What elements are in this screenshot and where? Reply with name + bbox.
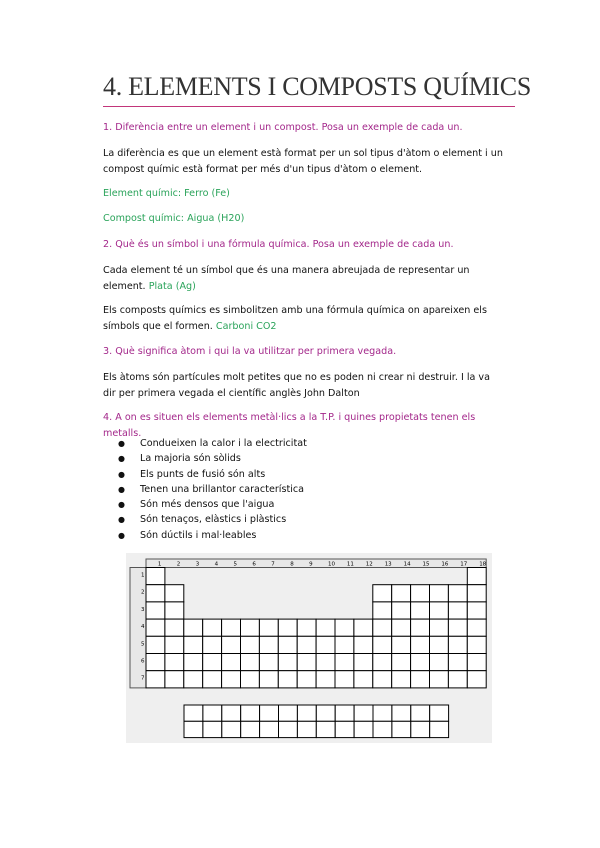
element-cell: [203, 636, 222, 653]
element-cell: [335, 636, 354, 653]
element-cell: [165, 585, 184, 602]
page-title: 4. ELEMENTS I COMPOSTS QUÍMICS: [103, 72, 515, 107]
f-block-cell: [354, 721, 373, 737]
element-cell: [335, 671, 354, 688]
element-cell: [222, 654, 241, 671]
element-cell: [448, 619, 467, 636]
element-cell: [354, 654, 373, 671]
group-label: 8: [290, 561, 294, 568]
period-label: 1: [141, 572, 145, 579]
f-block-cell: [241, 721, 260, 737]
element-cell: [297, 619, 316, 636]
element-cell: [448, 671, 467, 688]
element-cell: [373, 671, 392, 688]
question-2: 2. Què és un símbol i una fórmula química. Posa un exemple de cada un.: [103, 239, 454, 250]
question-3: 3. Què significa àtom i qui la va utilitzar per primera vegada.: [103, 346, 397, 357]
element-cell: [392, 619, 411, 636]
list-item: ● Són tenaços, elàstics i plàstics: [103, 512, 307, 527]
element-cell: [297, 654, 316, 671]
element-cell: [411, 602, 430, 619]
group-label: 18: [479, 561, 487, 568]
f-block-cell: [184, 705, 203, 721]
element-cell: [373, 654, 392, 671]
f-block-cell: [222, 705, 241, 721]
group-label: 12: [365, 561, 373, 568]
list-item: ● Tenen una brillantor característica: [103, 482, 307, 497]
f-block-cell: [430, 705, 449, 721]
element-cell: [184, 654, 203, 671]
element-cell: [297, 671, 316, 688]
element-cell: [392, 654, 411, 671]
element-cell: [316, 619, 335, 636]
element-cell: [259, 636, 278, 653]
group-label: 1: [157, 561, 162, 568]
element-cell: [146, 585, 165, 602]
element-cell: [335, 619, 354, 636]
group-label: 14: [403, 561, 411, 568]
element-cell: [259, 654, 278, 671]
element-cell: [448, 585, 467, 602]
list-item: ● La majoria són sòlids: [103, 451, 307, 466]
period-label: 5: [141, 641, 145, 648]
element-cell: [316, 671, 335, 688]
element-cell: [316, 636, 335, 653]
element-cell: [373, 602, 392, 619]
element-cell: [203, 654, 222, 671]
element-cell: [392, 636, 411, 653]
element-cell: [354, 636, 373, 653]
element-cell: [448, 636, 467, 653]
f-block-cell: [430, 721, 449, 737]
element-cell: [203, 671, 222, 688]
element-cell: [165, 671, 184, 688]
group-label: 15: [422, 561, 430, 568]
f-block-cell: [279, 721, 298, 737]
f-block-cell: [411, 721, 430, 737]
element-cell: [278, 671, 297, 688]
element-cell: [146, 568, 165, 585]
element-cell: [467, 585, 486, 602]
list-item: ● Condueixen la calor i la electricitat: [103, 436, 307, 451]
list-item: ● Els punts de fusió són alts: [103, 467, 307, 482]
group-label: 3: [195, 561, 200, 568]
answer-3: Els àtoms són partícules molt petites que no es poden ni crear ni destruir. I la va dir per primera vegada el científic anglès John Dalton: [103, 372, 490, 399]
question-4: 4. A on es situen els elements metàl·lics a la T.P. i quines propietats tenen els metalls.: [103, 412, 476, 439]
element-cell: [411, 619, 430, 636]
f-block-cell: [297, 705, 316, 721]
element-cell: [392, 585, 411, 602]
element-cell: [373, 585, 392, 602]
group-label: 16: [441, 561, 449, 568]
element-cell: [411, 654, 430, 671]
element-cell: [259, 619, 278, 636]
example-element: Element químic: Ferro (Fe): [103, 188, 230, 199]
element-cell: [448, 602, 467, 619]
group-label: 17: [460, 561, 468, 568]
f-block-cell: [392, 721, 411, 737]
element-cell: [146, 636, 165, 653]
element-cell: [222, 671, 241, 688]
f-block-cell: [222, 721, 241, 737]
element-cell: [259, 671, 278, 688]
list-item: ● Són més densos que l'aigua: [103, 497, 307, 512]
answer-2b-text: Els composts químics es simbolitzen amb una fórmula química on apareixen els símbols que el formen.: [103, 305, 487, 332]
element-cell: [184, 619, 203, 636]
question-1: 1. Diferència entre un element i un compost. Posa un exemple de cada un.: [103, 122, 463, 133]
element-cell: [430, 602, 449, 619]
element-cell: [411, 636, 430, 653]
element-cell: [278, 636, 297, 653]
element-cell: [146, 654, 165, 671]
f-block-cell: [316, 721, 335, 737]
answer-2a-text: Cada element té un símbol que és una manera abreujada de representar un element.: [103, 265, 470, 292]
group-label: 6: [252, 561, 256, 568]
f-block-cell: [392, 705, 411, 721]
group-label: 11: [346, 561, 354, 568]
f-block-cell: [354, 705, 373, 721]
list-item: ● Són dúctils i mal·leables: [103, 528, 307, 543]
element-cell: [297, 636, 316, 653]
f-block-cell: [335, 705, 354, 721]
element-cell: [430, 636, 449, 653]
element-cell: [392, 671, 411, 688]
f-block-cell: [260, 705, 279, 721]
group-label: 9: [309, 561, 313, 568]
element-cell: [430, 585, 449, 602]
element-cell: [241, 654, 260, 671]
element-cell: [165, 636, 184, 653]
f-block-cell: [373, 705, 392, 721]
element-cell: [411, 585, 430, 602]
example-formula: Carboni CO2: [215, 320, 277, 332]
group-label: 4: [214, 561, 219, 568]
element-cell: [241, 636, 260, 653]
group-label: 13: [384, 561, 392, 568]
element-cell: [467, 619, 486, 636]
element-cell: [241, 671, 260, 688]
example-compound: Compost químic: Aigua (H20): [103, 213, 245, 224]
element-cell: [146, 602, 165, 619]
group-label: 10: [328, 561, 335, 568]
element-cell: [165, 654, 184, 671]
element-cell: [430, 654, 449, 671]
f-block-cell: [241, 705, 260, 721]
element-cell: [467, 602, 486, 619]
period-label: 2: [141, 589, 145, 596]
f-block-cell: [184, 721, 203, 737]
period-label: 3: [141, 606, 145, 613]
period-label: 4: [141, 624, 145, 631]
element-cell: [448, 654, 467, 671]
element-cell: [335, 654, 354, 671]
element-cell: [241, 619, 260, 636]
periodic-table-image: [126, 553, 492, 743]
element-cell: [354, 619, 373, 636]
element-cell: [354, 671, 373, 688]
f-block-cell: [316, 705, 335, 721]
f-block-cell: [203, 705, 222, 721]
f-block-cell: [260, 721, 279, 737]
element-cell: [222, 619, 241, 636]
element-cell: [316, 654, 335, 671]
element-cell: [411, 671, 430, 688]
element-cell: [430, 671, 449, 688]
element-cell: [165, 619, 184, 636]
answer-2a: [103, 263, 503, 294]
example-symbol: Plata (Ag): [148, 280, 196, 292]
element-cell: [146, 671, 165, 688]
element-cell: [392, 602, 411, 619]
element-cell: [146, 619, 165, 636]
f-block-cell: [203, 721, 222, 737]
answer-1: La diferència es que un element està format per un sol tipus d'àtom o element i un compost químic està format per més d'un tipus d'àtom o element.: [103, 148, 503, 175]
group-label: 2: [176, 561, 181, 568]
element-cell: [467, 636, 486, 653]
element-cell: [278, 619, 297, 636]
element-cell: [222, 636, 241, 653]
f-block-cell: [279, 705, 298, 721]
element-cell: [165, 602, 184, 619]
f-block-cell: [335, 721, 354, 737]
element-cell: [373, 619, 392, 636]
group-label: 5: [233, 561, 237, 568]
answer-2b: [103, 303, 503, 334]
element-cell: [184, 671, 203, 688]
element-cell: [203, 619, 222, 636]
element-cell: [278, 654, 297, 671]
group-label: 7: [271, 561, 275, 568]
element-cell: [467, 654, 486, 671]
element-cell: [373, 636, 392, 653]
element-cell: [430, 619, 449, 636]
periodic-table-grid: [126, 553, 492, 743]
f-block-cell: [411, 705, 430, 721]
period-label: 6: [141, 658, 145, 665]
period-label: 7: [141, 675, 145, 682]
f-block-cell: [373, 721, 392, 737]
element-cell: [467, 568, 486, 585]
metal-properties-list: [103, 436, 307, 543]
element-cell: [184, 636, 203, 653]
f-block-cell: [297, 721, 316, 737]
element-cell: [467, 671, 486, 688]
